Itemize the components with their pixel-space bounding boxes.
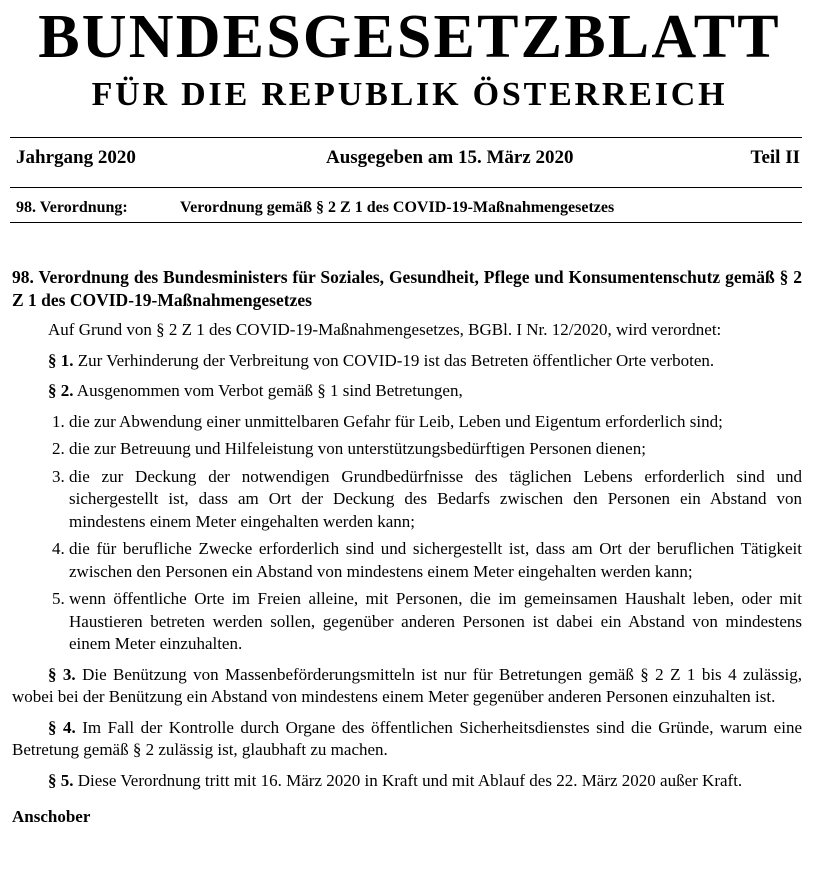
section-3-label: § 3. — [48, 664, 76, 684]
signature: Anschober — [12, 807, 91, 826]
section-3 — [12, 664, 802, 709]
list-item-text: die zur Betreuung und Hilfeleistung von unterstützungsbedürftigen Personen dienen; — [69, 439, 646, 458]
list-item-number: 2. — [52, 439, 65, 458]
list-item — [12, 588, 802, 656]
section-5 — [12, 770, 802, 793]
list-item-number: 5. — [52, 589, 65, 608]
document-body — [12, 266, 802, 829]
list-item-text: wenn öffentliche Orte im Freien alleine, mit Personen, die im gemeinsamen Haushalt leben, oder mit Haustieren betreten werden sollen, gegenüber anderen Personen ist dabei ein Abstand von mindestens einem Meter einzuhalten. — [69, 589, 802, 653]
issue-line — [16, 144, 800, 172]
list-item-number: 1. — [52, 411, 65, 431]
section-1 — [12, 350, 802, 373]
toc-title: Verordnung gemäß § 2 Z 1 des COVID-19-Maßnahmengesetzes — [180, 199, 615, 216]
section-4-label: § 4. — [48, 717, 76, 737]
section-5-text: Diese Verordnung tritt mit 16. März 2020 in Kraft und mit Ablauf des 22. März 2020 außer Kraft. — [73, 770, 743, 790]
section-2-label: § 2. — [48, 381, 74, 400]
list-item — [12, 466, 802, 534]
issue-year: Jahrgang 2020 — [16, 147, 136, 168]
list-item-number: 4. — [52, 539, 65, 558]
header-rule-top — [10, 137, 802, 138]
section-2 — [12, 380, 802, 403]
list-item-text: die zur Deckung der notwendigen Grundbedürfnisse des täglichen Lebens erforderlich sind und sichergestellt ist, dass am Ort der Deckung des Bedarfs zwischen den Personen ein Abstand von mindestens einem Meter eingehalten werden kann; — [69, 466, 802, 531]
section-5-label: § 5. — [48, 770, 74, 790]
section-3-text: Die Benützung von Massenbeförderungsmitteln ist nur für Betretungen gemäß § 2 Z 1 bis 4 zulässig, wobei bei der Benützung ein Abstand von mindestens einem Meter gegenüber anderen Personen einzuhalten ist. — [12, 664, 803, 706]
section-2-text: Ausgenommen vom Verbot gemäß § 1 sind Betretungen, — [73, 381, 463, 400]
document-heading: 98. Verordnung des Bundesministers für Soziales, Gesundheit, Pflege und Konsumentenschutz gemäß § 2 Z 1 des COVID-19-Maßnahmengesetzes — [12, 267, 802, 310]
list-item-text: die zur Abwendung einer unmittelbaren Gefahr für Leib, Leben und Eigentum erforderlich sind; — [69, 411, 723, 431]
gazette-title: BUNDESGESETZBLATT — [38, 3, 781, 71]
section-4 — [12, 717, 802, 762]
list-item — [12, 411, 802, 434]
section-4-text: Im Fall der Kontrolle durch Organe des öffentlichen Sicherheitsdienstes sind die Gründe, warum eine Betretung gemäß § 2 zulässig ist, glaubhaft zu machen. — [12, 717, 802, 759]
list-item — [12, 438, 802, 461]
section-1-label: § 1. — [48, 350, 74, 370]
issue-date: Ausgegeben am 15. März 2020 — [326, 147, 574, 168]
list-item-number: 3. — [52, 466, 65, 486]
issue-part: Teil II — [750, 147, 800, 168]
header-rule-bottom — [10, 222, 802, 223]
list-item — [12, 538, 802, 583]
section-2-list — [12, 411, 802, 656]
list-item-text: die für berufliche Zwecke erforderlich sind und sichergestellt ist, dass am Ort der beruflichen Tätigkeit zwischen den Personen ein Abstand von mindestens einem Meter eingehalten werden kann; — [69, 539, 802, 581]
toc-number: 98. Verordnung: — [16, 199, 128, 216]
header-rule-middle — [10, 187, 802, 188]
preamble: Auf Grund von § 2 Z 1 des COVID-19-Maßnahmengesetzes, BGBl. I Nr. 12/2020, wird verordnet: — [48, 320, 722, 339]
section-1-text: Zur Verhinderung der Verbreitung von COVID-19 ist das Betreten öffentlicher Orte verboten. — [73, 350, 715, 370]
gazette-subtitle: FÜR DIE REPUBLIK ÖSTERREICH — [91, 76, 728, 113]
